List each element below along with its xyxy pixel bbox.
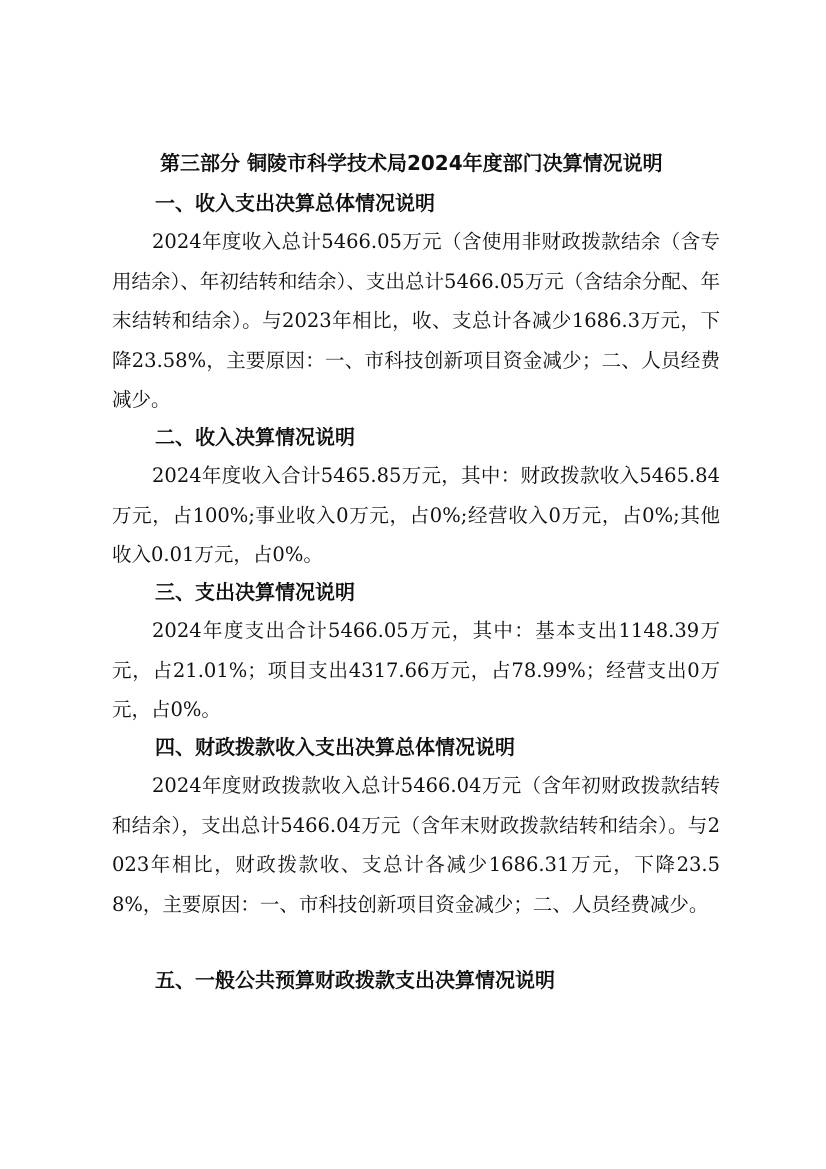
section-paragraph-4: 2024年度财政拨款收入总计5466.04万元（含年初财政拨款结转和结余），支出总计5466.04万元（含年末财政拨款结转和结余）。与2023年相比，财政拨款收、支总计各减少1686.31万元，下降23.58%，主要原因：一、市科技创新项目资金减少；二、人员经费减少。 (112, 774, 720, 916)
section-paragraph-2: 2024年度收入合计5465.85万元，其中：财政拨款收入5465.84万元，占100%;事业收入0万元，占0%;经营收入0万元，占0%;其他收入0.01万元，占0%。 (112, 464, 720, 566)
section-paragraph-1: 2024年度收入总计5466.05万元（含使用非财政拨款结余（含专用结余）、年初结转和结余）、支出总计5466.05万元（含结余分配、年末结转和结余）。与2023年相比，收、支总计各减少1686.3万元，下降23.58%，主要原因：一、市科技创新项目资金减少；二、人员经费减少。 (112, 230, 720, 411)
section-heading-4: 四、财政拨款收入支出决算总体情况说明 (155, 735, 515, 759)
section-heading-5: 五、一般公共预算财政拨款支出决算情况说明 (155, 968, 555, 992)
section-heading-3: 三、支出决算情况说明 (155, 580, 355, 604)
section-heading-1: 一、收入支出决算总体情况说明 (155, 191, 435, 215)
section-heading-2: 二、收入决算情况说明 (155, 425, 355, 449)
document-title: 第三部分 铜陵市科学技术局2024年度部门决算情况说明 (160, 151, 663, 175)
section-paragraph-3: 2024年度支出合计5466.05万元，其中：基本支出1148.39万元，占21.01%；项目支出4317.66万元，占78.99%；经营支出0万元，占0%。 (112, 619, 720, 721)
